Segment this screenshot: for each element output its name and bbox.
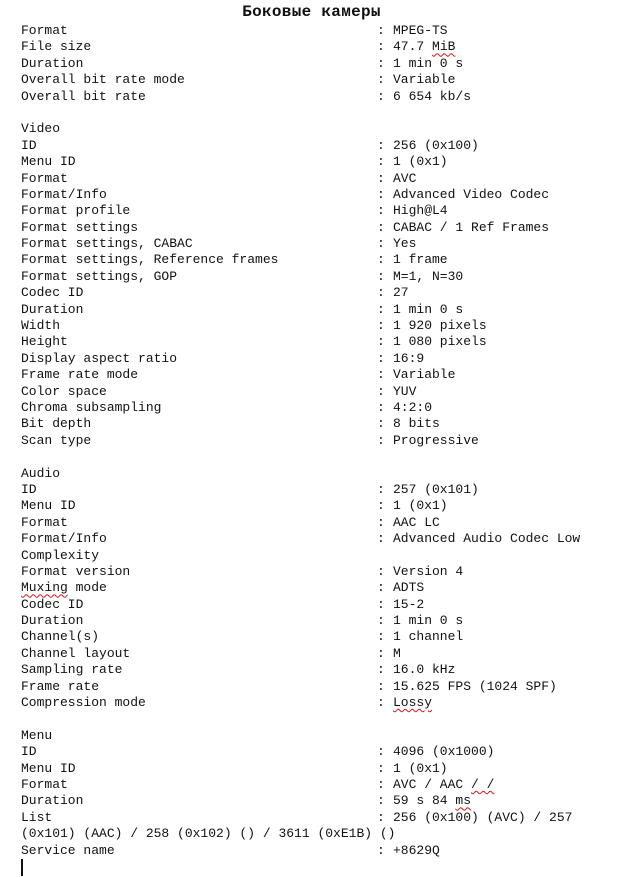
field-colon: : [377,432,385,448]
text-cursor [21,859,23,876]
field-colon: : [377,367,385,383]
general-row [21,89,621,105]
field-value-continuation: (0x101) (AAC) / 258 (0x102) () / 3611 (0xE1B) () [21,826,396,842]
field-key: ID [21,481,37,497]
field-key: Compression mode [21,695,146,711]
audio-row [21,482,621,498]
document-title: Боковые камеры [242,3,381,21]
field-key: Format settings, Reference frames [21,252,279,268]
spellcheck-underline: ms [455,793,472,809]
field-colon: : [377,334,385,350]
field-key: List [21,809,53,825]
field-value: AVC / AAC / / [393,776,495,792]
menu-row [21,793,621,809]
field-value: AAC LC [393,514,440,530]
menu-row [21,777,621,793]
field-value: 1 channel [393,629,464,645]
field-key: Channel(s) [21,629,100,645]
blank-line [21,449,621,465]
field-colon: : [377,760,385,776]
field-value: 256 (0x100) [393,137,479,153]
field-value: +8629Q [393,842,440,858]
field-key: Duration [21,613,84,629]
field-value: ADTS [393,580,425,596]
audio-row [21,498,621,514]
video-row [21,252,621,268]
field-key: Codec ID [21,596,84,612]
section-heading-audio: Audio [21,465,61,481]
field-colon: : [377,613,385,629]
audio-row [21,629,621,645]
video-row [21,318,621,334]
field-key: Chroma subsampling [21,399,162,415]
section-heading-menu: Menu [21,727,53,743]
field-key: Frame rate [21,678,100,694]
field-colon: : [377,137,385,153]
field-value: 6 654 kb/s [393,88,472,104]
field-colon: : [377,154,385,170]
field-key: Format [21,170,68,186]
field-colon: : [377,498,385,514]
spellcheck-underline: / / [471,776,495,792]
field-value: 1 (0x1) [393,760,448,776]
field-value: 16:9 [393,350,425,366]
field-colon: : [377,416,385,432]
field-colon: : [377,72,385,88]
field-key: Service name [21,842,115,858]
video-row [21,433,621,449]
blank-line [21,105,621,121]
field-value: CABAC / 1 Ref Frames [393,219,550,235]
video-row [21,220,621,236]
field-key: Format settings, CABAC [21,236,193,252]
media-info-document[interactable] [21,23,621,859]
field-value: Variable [393,367,456,383]
menu-row [21,843,621,859]
field-colon: : [377,793,385,809]
general-row [21,72,621,88]
video-row [21,351,621,367]
field-key: Height [21,334,68,350]
video-row [21,187,621,203]
field-key: Format [21,514,68,530]
field-key: Duration [21,793,84,809]
field-value: 1 080 pixels [393,334,487,350]
field-colon: : [377,563,385,579]
field-value: 4096 (0x1000) [393,744,495,760]
field-value: 4:2:0 [393,399,433,415]
field-colon: : [377,645,385,661]
field-key: Display aspect ratio [21,350,178,366]
field-colon: : [377,842,385,858]
video-row [21,384,621,400]
field-key: Format settings [21,219,139,235]
field-colon: : [377,399,385,415]
field-colon: : [377,809,385,825]
video-row [21,285,621,301]
field-value: 8 bits [393,416,440,432]
field-key: Color space [21,383,107,399]
field-value: 27 [393,285,409,301]
field-value: 1 (0x1) [393,154,448,170]
field-key: Overall bit rate [21,88,146,104]
field-key: Overall bit rate mode [21,72,185,88]
field-colon: : [377,383,385,399]
field-value: 15.625 FPS (1024 SPF) [393,678,557,694]
field-key: File size [21,39,92,55]
field-key: Format settings, GOP [21,268,178,284]
field-colon: : [377,318,385,334]
menu-row [21,761,621,777]
field-value: High@L4 [393,203,448,219]
field-colon: : [377,629,385,645]
field-colon: : [377,186,385,202]
field-colon: : [377,219,385,235]
field-colon: : [377,350,385,366]
field-key: Scan type [21,432,92,448]
field-colon: : [377,236,385,252]
spellcheck-underline: Lossy [393,695,433,711]
general-row [21,39,621,55]
field-key: Channel layout [21,645,131,661]
field-value: Version 4 [393,563,464,579]
field-value: 1 frame [393,252,448,268]
field-colon: : [377,662,385,678]
video-row [21,302,621,318]
field-colon: : [377,514,385,530]
field-value: Advanced Video Codec [393,186,550,202]
field-key: Format [21,23,68,38]
field-colon: : [377,301,385,317]
audio-row [21,515,621,531]
field-colon: : [377,88,385,104]
audio-row [21,613,621,629]
field-colon: : [377,678,385,694]
spellcheck-underline: MiB [432,39,456,55]
field-colon: : [377,580,385,596]
field-value: 15-2 [393,596,425,612]
audio-row [21,662,621,678]
field-colon: : [377,776,385,792]
field-key: Format profile [21,203,131,219]
field-colon: : [377,23,385,38]
general-row [21,23,621,39]
spellcheck-underline: Muxing [21,580,68,596]
field-colon: : [377,596,385,612]
field-colon: : [377,695,385,711]
field-value: Variable [393,72,456,88]
field-colon: : [377,744,385,760]
audio-row [21,580,621,596]
audio-row [21,531,621,547]
field-colon: : [377,39,385,55]
field-key: Menu ID [21,498,76,514]
video-row [21,334,621,350]
video-row [21,171,621,187]
field-value: AVC [393,170,417,186]
audio-row [21,597,621,613]
field-key: Duration [21,301,84,317]
field-value: 1 920 pixels [393,318,487,334]
field-key: Frame rate mode [21,367,139,383]
field-colon: : [377,268,385,284]
field-value: 1 min 0 s [393,613,464,629]
field-value: 47.7 MiB [393,39,456,55]
blank-line [21,711,621,727]
field-value: Yes [393,236,417,252]
field-colon: : [377,252,385,268]
video-row [21,203,621,219]
video-row [21,236,621,252]
video-row [21,154,621,170]
field-value: MPEG-TS [393,23,448,38]
field-value: 1 (0x1) [393,498,448,514]
section-heading-video: Video [21,121,61,137]
field-value: YUV [393,383,417,399]
field-key: Width [21,318,61,334]
field-key: Codec ID [21,285,84,301]
video-row [21,269,621,285]
field-value: 1 min 0 s [393,301,464,317]
field-value: Progressive [393,432,479,448]
field-value-continuation: Complexity [21,547,100,563]
field-value: 16.0 kHz [393,662,456,678]
audio-row [21,695,621,711]
field-colon: : [377,55,385,71]
field-key: Format/Info [21,531,107,547]
field-value: M [393,645,401,661]
video-row [21,367,621,383]
field-value: 257 (0x101) [393,481,479,497]
field-colon: : [377,531,385,547]
video-row [21,416,621,432]
field-key: Menu ID [21,154,76,170]
video-row [21,400,621,416]
field-colon: : [377,481,385,497]
field-colon: : [377,285,385,301]
general-row [21,56,621,72]
menu-row [21,810,621,826]
field-colon: : [377,203,385,219]
field-value: 59 s 84 ms [393,793,472,809]
field-value: 256 (0x100) (AVC) / 257 [393,809,573,825]
field-key: Format/Info [21,186,107,202]
field-key: Bit depth [21,416,92,432]
field-key: ID [21,744,37,760]
menu-row [21,744,621,760]
field-key: Duration [21,55,84,71]
field-key: Format version [21,563,131,579]
field-key: Muxing mode [21,580,107,596]
field-key: Format [21,776,68,792]
field-colon: : [377,170,385,186]
field-key: Menu ID [21,760,76,776]
audio-row [21,564,621,580]
field-value: 1 min 0 s [393,55,464,71]
audio-row [21,679,621,695]
field-key: ID [21,137,37,153]
field-value: M=1, N=30 [393,268,464,284]
audio-row [21,646,621,662]
field-value [393,695,432,711]
field-value: Advanced Audio Codec Low [393,531,581,547]
video-row [21,138,621,154]
field-key: Sampling rate [21,662,123,678]
